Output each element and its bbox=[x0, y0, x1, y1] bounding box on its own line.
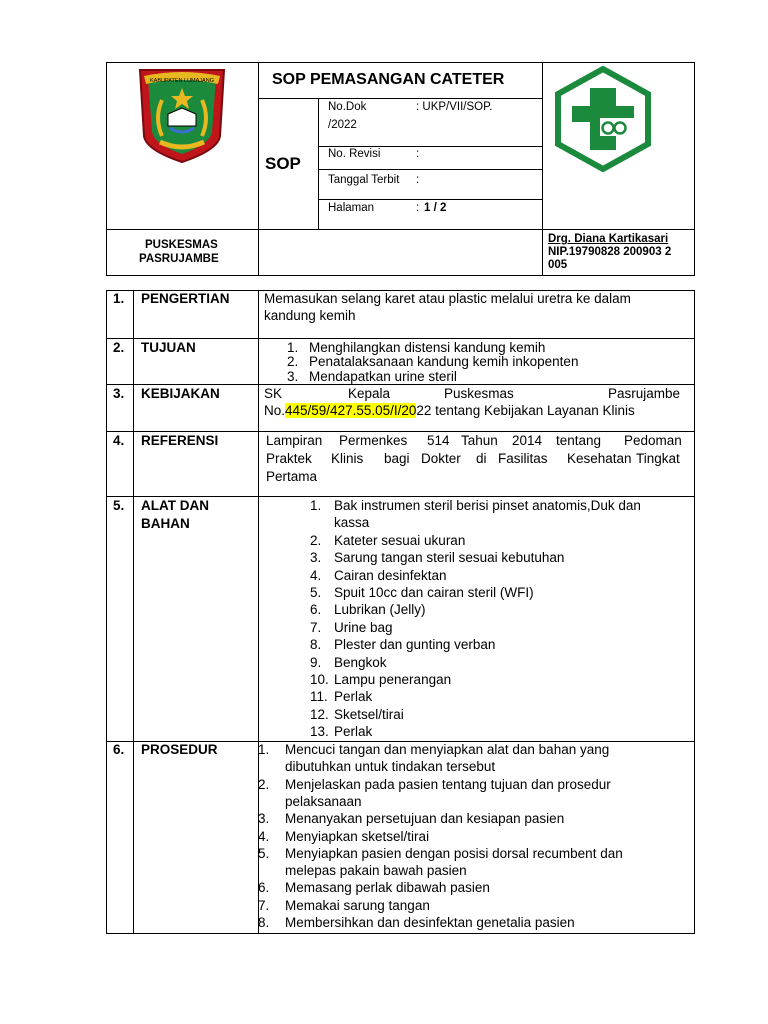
policy-word: Pasrujambe bbox=[608, 386, 681, 401]
field-value-bold: 1 / 2 bbox=[424, 202, 447, 214]
list-number: 6. bbox=[258, 880, 270, 896]
ref-word: 514 bbox=[427, 433, 450, 448]
list-text: Menanyakan persetujuan dan kesiapan pasien bbox=[285, 811, 565, 827]
section-title: ALAT DAN bbox=[141, 498, 209, 513]
ref-word: tentang bbox=[556, 433, 602, 448]
section-number: 3. bbox=[113, 386, 125, 401]
list-text: Menjelaskan pada pasien tentang tujuan dan prosedur bbox=[285, 776, 611, 792]
list-number: 6. bbox=[310, 602, 322, 618]
section-text-line: Memasukan selang karet atau plastic melalui uretra ke dalam bbox=[264, 291, 631, 306]
policy-word: SK bbox=[264, 386, 283, 401]
list-text: kassa bbox=[334, 515, 370, 531]
list-text: Membersihkan dan desinfektan genetalia pasien bbox=[285, 915, 575, 930]
ref-word: Lampiran bbox=[266, 433, 323, 448]
list-text: Menyiapkan pasien dengan posisi dorsal recumbent dan bbox=[285, 845, 623, 861]
list-number: 5. bbox=[310, 585, 322, 600]
signer-nip-line1: NIP.19790828 200903 2 bbox=[548, 246, 672, 258]
ref-word: Tingkat bbox=[636, 451, 680, 466]
ref-word: Klinis bbox=[331, 451, 364, 466]
list-number: 7. bbox=[310, 619, 322, 635]
list-number: 1. bbox=[258, 742, 270, 757]
policy-line2 bbox=[264, 403, 635, 418]
list-text: Perlak bbox=[334, 724, 373, 740]
ref-word: Pedoman bbox=[624, 433, 682, 448]
list-number: 8. bbox=[310, 637, 322, 653]
policy-number-highlight: 445/59/427.55.05/I/20 bbox=[285, 403, 417, 418]
section-title: REFERENSI bbox=[141, 433, 219, 448]
ref-word: Permenkes bbox=[339, 433, 408, 448]
list-text: Perlak bbox=[334, 689, 373, 705]
list-number: 4. bbox=[310, 567, 322, 583]
field-value: : bbox=[416, 148, 420, 160]
list-text: Menyiapkan sketsel/tirai bbox=[285, 828, 430, 844]
list-text: Cairan desinfektan bbox=[334, 567, 447, 583]
list-number: 3. bbox=[258, 811, 270, 827]
list-text: Bengkok bbox=[334, 654, 387, 670]
field-value: : bbox=[416, 174, 420, 186]
list-number: 11. bbox=[310, 689, 328, 705]
list-text: Kateter sesuai ukuran bbox=[334, 532, 466, 548]
list-text: dibutuhkan untuk tindakan tersebut bbox=[285, 759, 496, 775]
section-number: 6. bbox=[113, 742, 125, 757]
list-text: melepas pakain bawah pasien bbox=[285, 863, 467, 879]
kabupaten-lumajang-emblem bbox=[132, 66, 232, 166]
list-text: Bak instrumen steril berisi pinset anatomis,Duk dan bbox=[334, 498, 641, 513]
field-value: : UKP/VII/SOP. bbox=[416, 101, 493, 113]
list-text: Spuit 10cc dan cairan steril (WFI) bbox=[334, 585, 534, 600]
list-number: 7. bbox=[258, 897, 270, 913]
section-number: 5. bbox=[113, 498, 125, 513]
section-title: PENGERTIAN bbox=[141, 291, 230, 306]
list-number: 2. bbox=[310, 532, 322, 548]
org-name-line1: PUSKESMAS bbox=[145, 239, 218, 251]
ref-word: Dokter bbox=[421, 451, 461, 466]
section-text-line: kandung kemih bbox=[264, 308, 356, 323]
field-label: No.Dok bbox=[328, 101, 367, 113]
list-text: Sketsel/tirai bbox=[334, 706, 404, 722]
policy-word: Kepala bbox=[348, 386, 391, 401]
field-value: : bbox=[416, 202, 420, 214]
list-text: Lubrikan (Jelly) bbox=[334, 602, 426, 618]
field-label: Tanggal Terbit bbox=[328, 174, 400, 186]
list-number: 1. bbox=[310, 498, 322, 513]
org-name-line2: PASRUJAMBE bbox=[139, 253, 219, 265]
ref-word: bagi bbox=[384, 451, 410, 466]
ref-word: Praktek bbox=[266, 451, 312, 466]
field-label: No. Revisi bbox=[328, 148, 381, 160]
ref-word: Tahun bbox=[461, 433, 498, 448]
list-number: 2. bbox=[258, 776, 270, 792]
signer-nip-line2: 005 bbox=[548, 259, 568, 271]
list-text: Mencuci tangan dan menyiapkan alat dan bahan yang bbox=[285, 742, 610, 757]
list-number: 12. bbox=[310, 706, 329, 722]
list-number: 4. bbox=[258, 828, 270, 844]
list-text: Sarung tangan steril sesuai kebutuhan bbox=[334, 550, 565, 566]
section-title: TUJUAN bbox=[141, 340, 196, 355]
section-number: 1. bbox=[113, 291, 125, 306]
section-number: 4. bbox=[113, 433, 125, 448]
document-title: SOP PEMASANGAN CATETER bbox=[272, 71, 505, 88]
policy-word: Puskesmas bbox=[444, 386, 514, 401]
field-value-extra: /2022 bbox=[328, 119, 357, 131]
list-text: pelaksanaan bbox=[285, 793, 362, 809]
ref-word: Fasilitas bbox=[498, 451, 548, 466]
list-number: 9. bbox=[310, 654, 322, 670]
ref-word: Kesehatan bbox=[567, 451, 632, 466]
list-text: Urine bag bbox=[334, 619, 393, 635]
emblem-text: KABUPATEN LUMAJANG bbox=[150, 78, 214, 84]
list-number: 13. bbox=[310, 724, 329, 740]
policy-suffix: 22 tentang Kebijakan Layanan Klinis bbox=[416, 403, 635, 418]
section-title: KEBIJAKAN bbox=[141, 386, 220, 401]
puskesmas-logo bbox=[552, 66, 654, 172]
list-text: Plester dan gunting verban bbox=[334, 637, 496, 653]
section-number: 2. bbox=[113, 340, 125, 355]
list-text: Lampu penerangan bbox=[334, 672, 452, 687]
section-title-cont: BAHAN bbox=[141, 516, 190, 531]
list-number: 5. bbox=[258, 845, 270, 861]
list-text: Memasang perlak dibawah pasien bbox=[285, 880, 490, 896]
list-text: Memakai sarung tangan bbox=[285, 897, 430, 913]
ref-word: di bbox=[476, 451, 487, 466]
field-label: Halaman bbox=[328, 202, 375, 214]
section-title: PROSEDUR bbox=[141, 742, 218, 757]
ref-word: 2014 bbox=[512, 433, 543, 448]
policy-prefix: No. bbox=[264, 403, 286, 418]
ref-line: Pertama bbox=[266, 469, 318, 484]
sop-label: SOP bbox=[265, 154, 301, 173]
list-number: 3. bbox=[310, 550, 322, 566]
list-number: 8. bbox=[258, 915, 270, 930]
signer-name: Drg. Diana Kartikasari bbox=[548, 233, 669, 245]
list-number: 10. bbox=[310, 672, 329, 687]
